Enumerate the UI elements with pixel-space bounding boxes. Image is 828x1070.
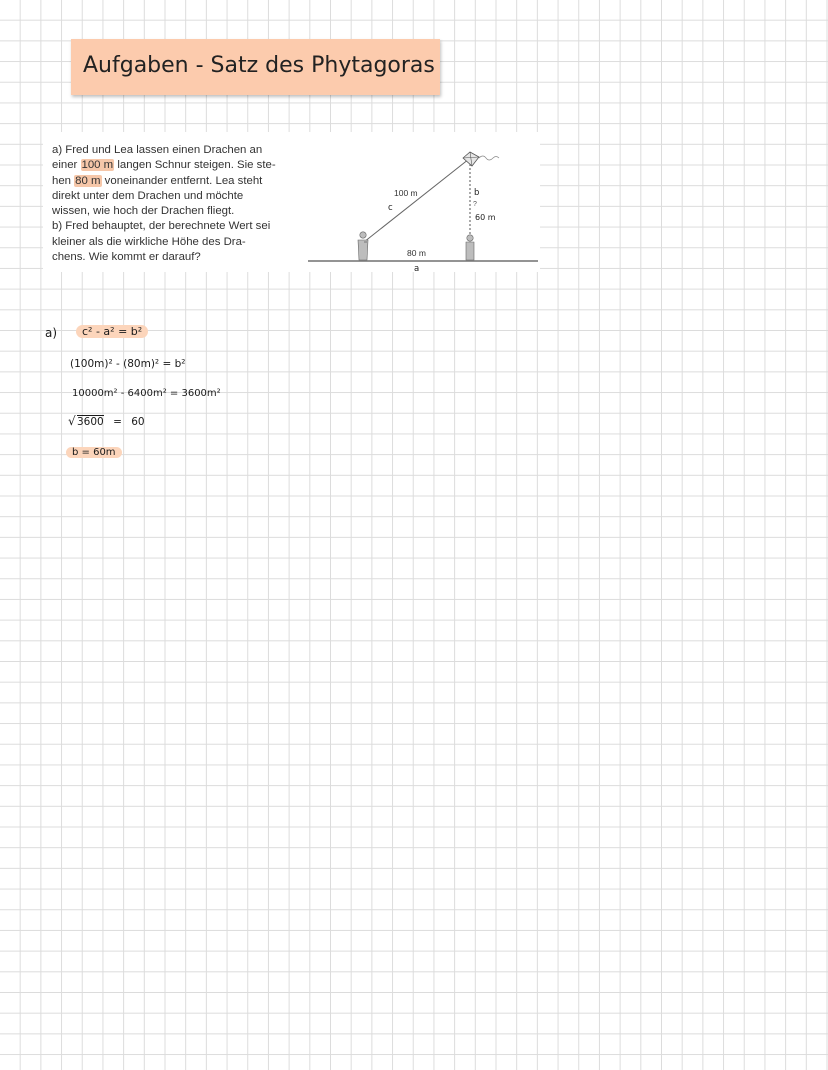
- title-banner: [71, 39, 440, 95]
- height-letter: b: [474, 188, 480, 198]
- task-text-part: a) Fred und Lea lassen einen Drachen an: [52, 144, 263, 156]
- kite-icon: [463, 152, 499, 166]
- highlight-distance-value: 80 m: [75, 174, 101, 187]
- task-line: direkt unter dem Drachen und möchte: [52, 189, 244, 202]
- task-line: kleiner als die wirkliche Höhe des Dra-: [52, 235, 246, 248]
- kite-diagram: [307, 132, 540, 272]
- solution-step-3-equals: =: [113, 416, 122, 428]
- kite-string: [364, 159, 469, 242]
- task-line: [52, 158, 304, 173]
- task-text-part: langen Schnur steigen. Sie ste-: [114, 159, 276, 172]
- highlight-hypotenuse-value: 100 m: [81, 159, 114, 172]
- sqrt-sign-icon: √: [68, 414, 76, 428]
- solution-step-2: 10000m² - 6400m² = 3600m²: [72, 388, 221, 399]
- task-text: [52, 143, 304, 265]
- task-text-part: hen: [52, 174, 75, 187]
- task-line: [52, 174, 304, 189]
- height-value-label: 60 m: [475, 213, 496, 222]
- task-line: wissen, wie hoch der Drachen fliegt.: [52, 205, 235, 218]
- lea-figure-icon: [466, 235, 474, 260]
- solution-step-1: (100m)² - (80m)² = b²: [70, 358, 186, 370]
- solution-step-3: [68, 416, 145, 428]
- base-label: 80 m: [407, 248, 426, 258]
- page-title: Aufgaben - Satz des Phytagoras: [83, 53, 435, 78]
- height-question-mark: ?: [473, 201, 477, 208]
- sqrt-radicand: 3600: [77, 416, 104, 428]
- solution-step-3-result: 60: [131, 416, 145, 428]
- base-letter: a: [414, 264, 420, 272]
- solution-part-label: a): [45, 326, 58, 340]
- task-text-part: voneinander entfernt. Lea steht: [101, 174, 263, 187]
- fred-figure-icon: [358, 232, 368, 260]
- hypotenuse-label: 100 m: [394, 188, 418, 198]
- task-line: b) Fred behauptet, der berechnete Wert sei: [52, 220, 271, 233]
- task-line: [52, 143, 304, 158]
- task-card: [43, 132, 540, 272]
- solution-answer: b = 60m: [66, 447, 122, 458]
- square-root: [68, 416, 104, 428]
- task-text-part: einer: [52, 159, 81, 172]
- solution-formula: c² - a² = b²: [76, 325, 148, 338]
- hypotenuse-letter: c: [388, 203, 393, 213]
- task-line: chens. Wie kommt er darauf?: [52, 251, 201, 264]
